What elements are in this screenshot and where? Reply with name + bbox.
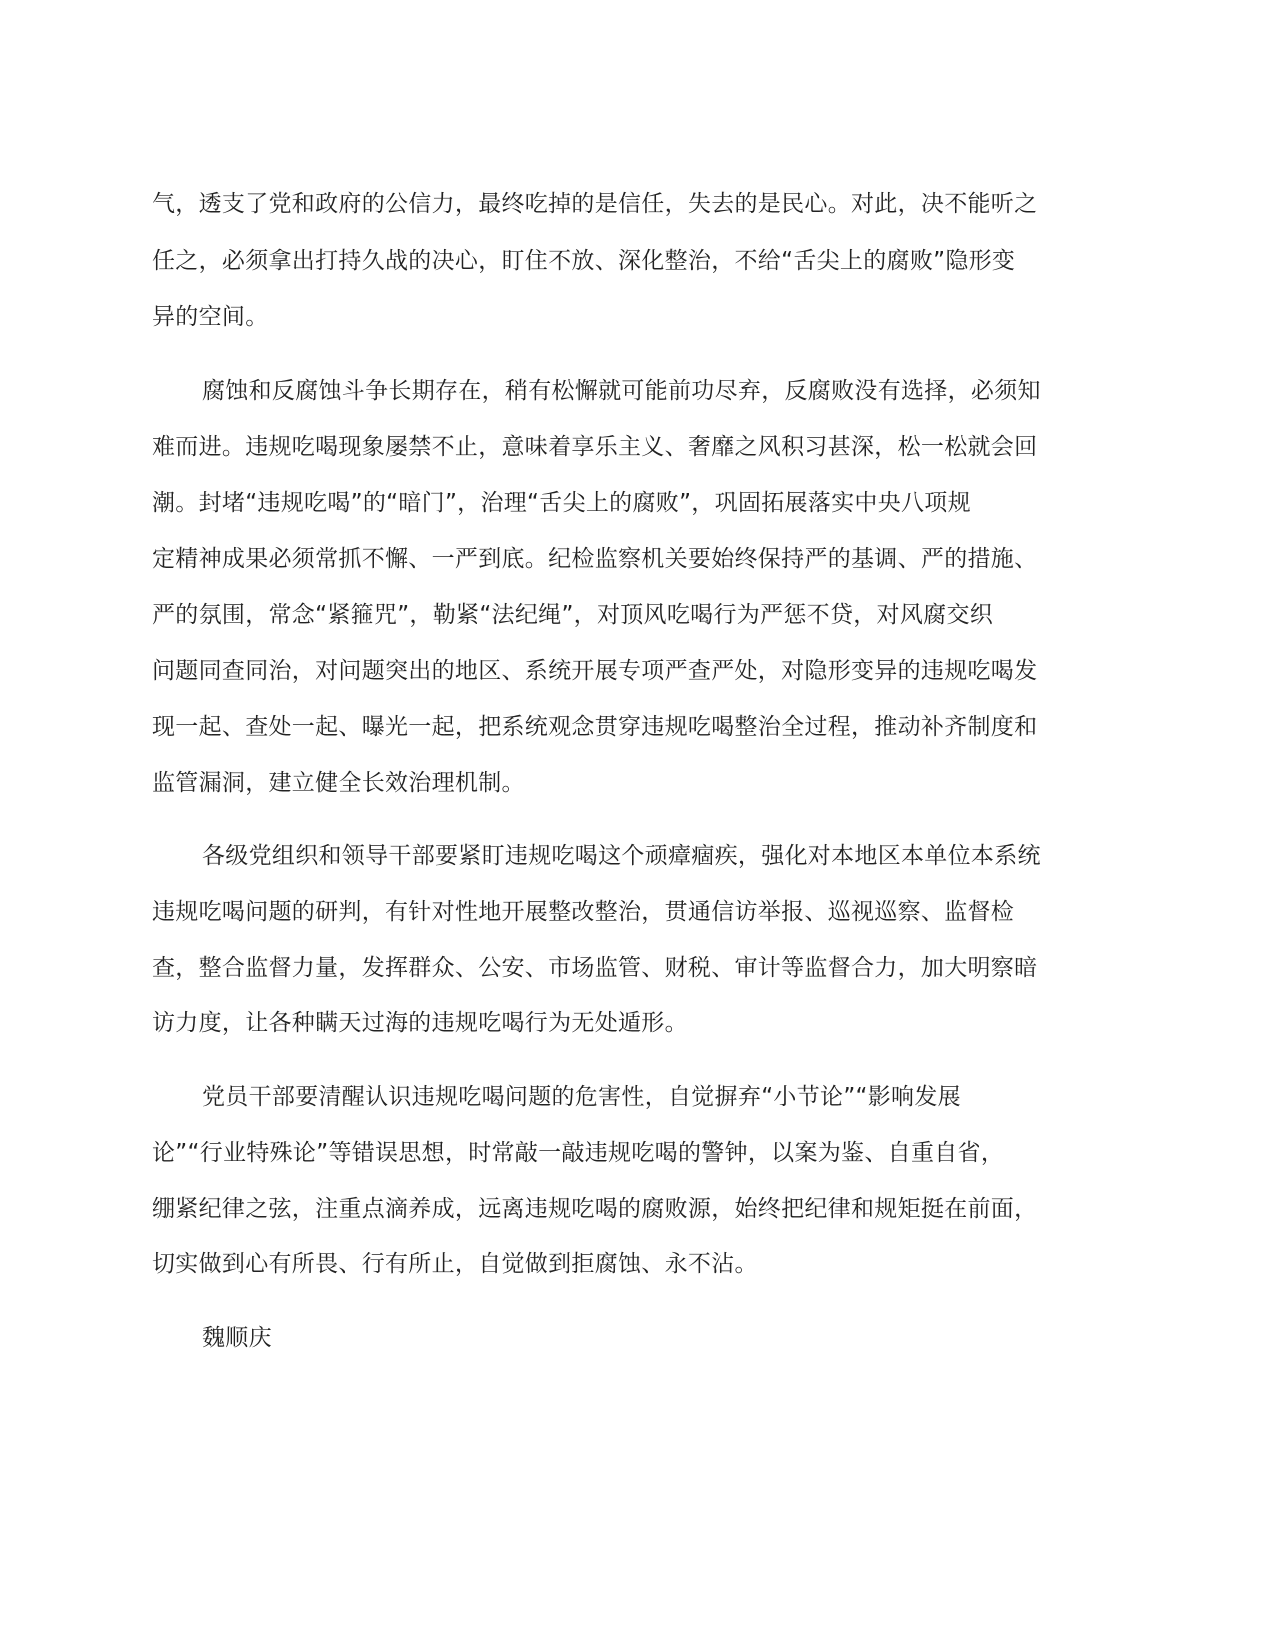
- paragraph-line: 切实做到心有所畏、行有所止，自觉做到拒腐蚀、永不沾。: [152, 1251, 758, 1277]
- paragraph-line: 难而进。违规吃喝现象屡禁不止，意味着享乐主义、奢靡之风积习甚深，松一松就会回: [152, 434, 1038, 460]
- paragraph-line: 现一起、查处一起、曝光一起，把系统观念贯穿违规吃喝整治全过程，推动补齐制度和: [152, 714, 1038, 740]
- paragraph-line: 各级党组织和领导干部要紧盯违规吃喝这个顽瘴痼疾，强化对本地区本单位本系统: [202, 843, 1041, 869]
- paragraph-line: 违规吃喝问题的研判，有针对性地开展整改整治，贯通信访举报、巡视巡察、监督检: [152, 899, 1015, 925]
- paragraph-line: 任之，必须拿出打持久战的决心，盯住不放、深化整治，不给“舌尖上的腐败”隐形变: [152, 248, 1016, 274]
- paragraph-line: 党员干部要清醒认识违规吃喝问题的危害性，自觉摒弃“小节论”“影响发展: [202, 1084, 961, 1110]
- paragraph-line: 严的氛围，常念“紧箍咒”，勒紧“法纪绳”，对顶风吃喝行为严惩不贷，对风腐交织: [152, 602, 994, 628]
- author-name: 魏顺庆: [202, 1325, 272, 1351]
- paragraph-line: 论”“行业特殊论”等错误思想，时常敲一敲违规吃喝的警钟，以案为鉴、自重自省，: [152, 1140, 1005, 1166]
- paragraph-line: 监管漏洞，建立健全长效治理机制。: [152, 770, 525, 796]
- paragraph-line: 问题同查同治，对问题突出的地区、系统开展专项严查严处，对隐形变异的违规吃喝发: [152, 658, 1038, 684]
- paragraph-line: 异的空间。: [152, 304, 269, 330]
- paragraph-line: 访力度，让各种瞒天过海的违规吃喝行为无处遁形。: [152, 1010, 688, 1036]
- paragraph-line: 气，透支了党和政府的公信力，最终吃掉的是信任，失去的是民心。对此，决不能听之: [152, 191, 1038, 217]
- paragraph-line: 腐蚀和反腐蚀斗争长期存在，稍有松懈就可能前功尽弃，反腐败没有选择，必须知: [202, 378, 1041, 404]
- paragraph-line: 潮。封堵“违规吃喝”的“暗门”，治理“舌尖上的腐败”，巩固拓展落实中央八项规: [152, 490, 971, 516]
- paragraph-line: 定精神成果必须常抓不懈、一严到底。纪检监察机关要始终保持严的基调、严的措施、: [152, 546, 1038, 572]
- paragraph-line: 查，整合监督力量，发挥群众、公安、市场监管、财税、审计等监督合力，加大明察暗: [152, 955, 1038, 981]
- paragraph-line: 绷紧纪律之弦，注重点滴养成，远离违规吃喝的腐败源，始终把纪律和规矩挺在前面，: [152, 1196, 1038, 1222]
